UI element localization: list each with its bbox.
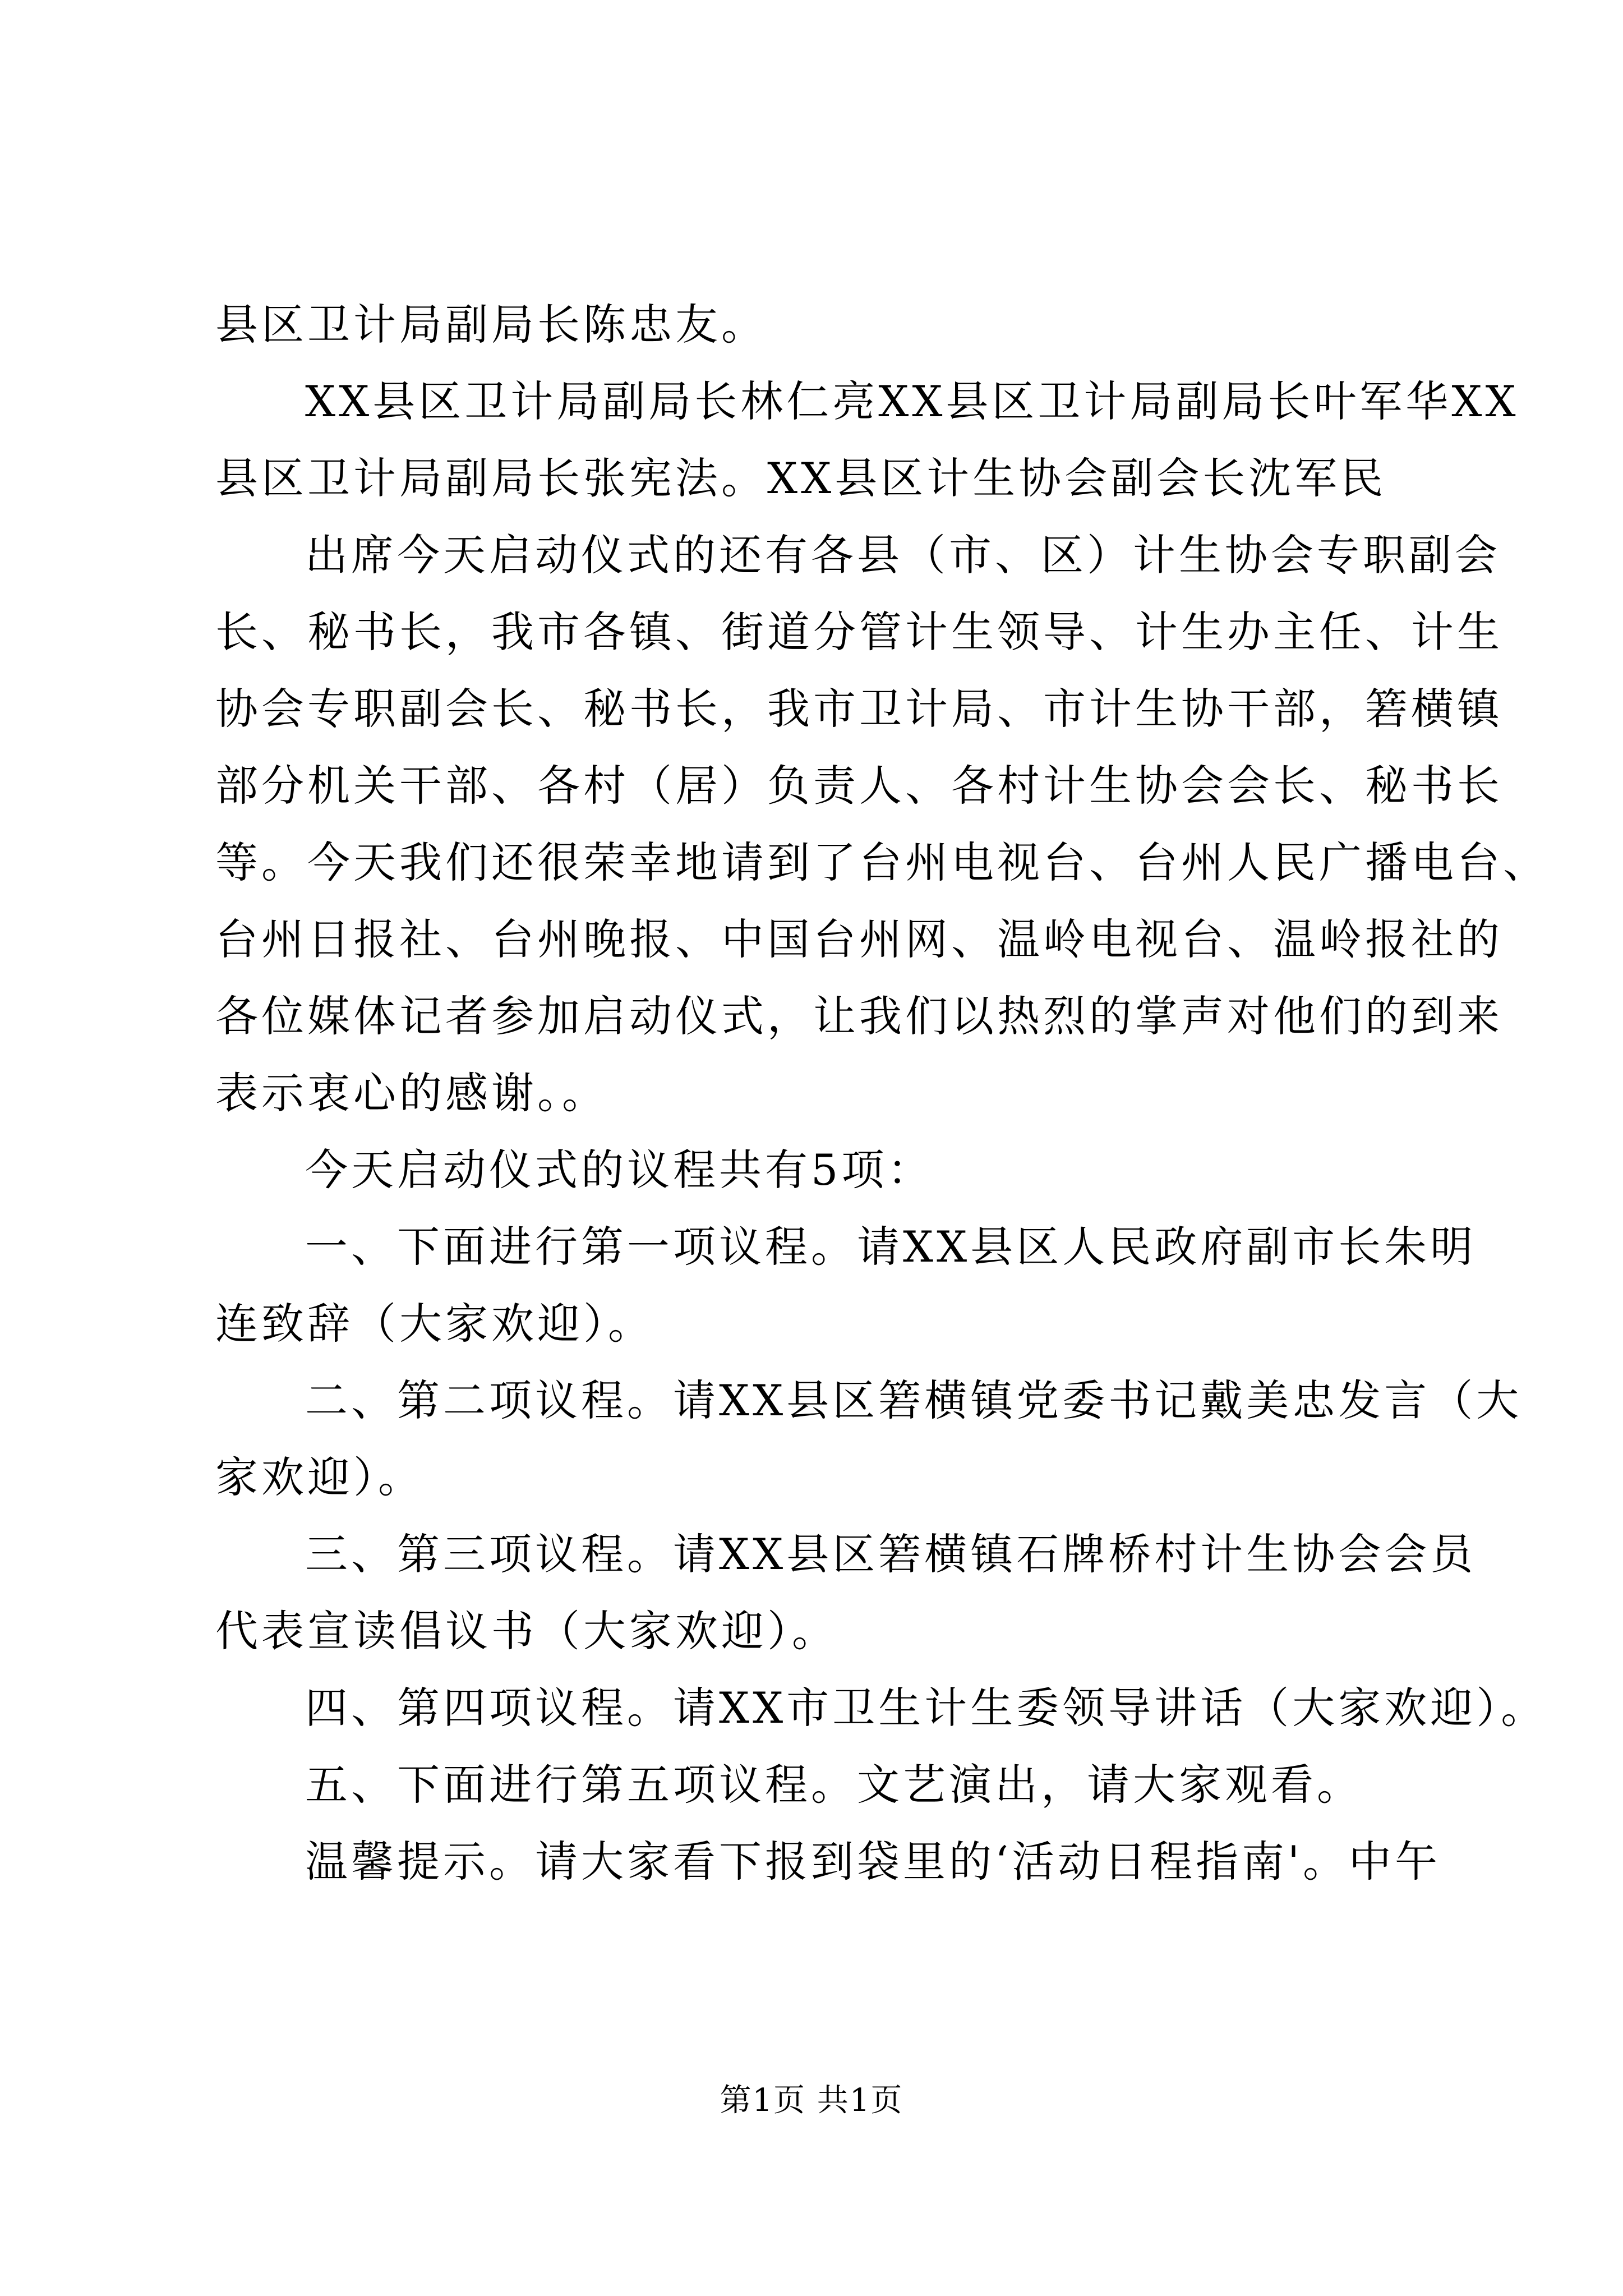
body-line-1: 县区卫计局副局长陈忠友。 <box>215 300 767 349</box>
body-line-19: 四、第四项议程。请XX市卫生计生委领导讲话（大家欢迎）。 <box>305 1683 1547 1733</box>
body-line-20: 五、下面进行第五项议程。文艺演出，请大家观看。 <box>305 1760 1363 1810</box>
body-line-15: 二、第二项议程。请XX县区箬横镇党委书记戴美忠发言（大 <box>305 1375 1523 1425</box>
body-line-4: 出席今天启动仪式的还有各县（市、区）计生协会专职副会 <box>305 530 1501 580</box>
body-line-14: 连致辞（大家欢迎）。 <box>215 1299 654 1349</box>
page-footer <box>0 2076 1623 2120</box>
body-line-6: 协会专职副会长、秘书长，我市卫计局、市计生协干部，箬横镇 <box>215 684 1503 734</box>
body-line-5: 长、秘书长，我市各镇、街道分管计生领导、计生办主任、计生 <box>215 607 1503 657</box>
body-line-11: 表示衷心的感谢。。 <box>215 1068 608 1118</box>
body-line-8: 等。今天我们还很荣幸地请到了台州电视台、台州人民广播电台、 <box>215 838 1549 887</box>
body-line-18: 代表宣读倡议书（大家欢迎）。 <box>215 1606 838 1656</box>
body-line-12: 今天启动仪式的议程共有5项： <box>305 1145 934 1195</box>
body-line-10: 各位媒体记者参加启动仪式，让我们以热烈的掌声对他们的到来 <box>215 991 1503 1041</box>
body-line-17: 三、第三项议程。请XX县区箬横镇石牌桥村计生协会会员 <box>305 1529 1477 1579</box>
body-line-13: 一、下面进行第一项议程。请XX县区人民政府副市长朱明 <box>305 1222 1477 1272</box>
body-line-21: 温馨提示。请大家看下报到袋里的‘活动日程指南'。中午 <box>305 1837 1441 1887</box>
body-line-16: 家欢迎）。 <box>215 1452 424 1502</box>
body-line-7: 部分机关干部、各村（居）负责人、各村计生协会会长、秘书长 <box>215 761 1503 811</box>
body-line-2: XX县区卫计局副局长林仁亮XX县区卫计局副局长叶军华XX <box>305 376 1519 426</box>
body-line-3: 县区卫计局副局长张宪法。XX县区计生协会副会长沈军民 <box>215 453 1387 503</box>
document-body <box>215 286 1549 1900</box>
body-line-9: 台州日报社、台州晚报、中国台州网、温岭电视台、温岭报社的 <box>215 914 1503 964</box>
page-number-label: 第1页 共1页 <box>720 2082 903 2119</box>
